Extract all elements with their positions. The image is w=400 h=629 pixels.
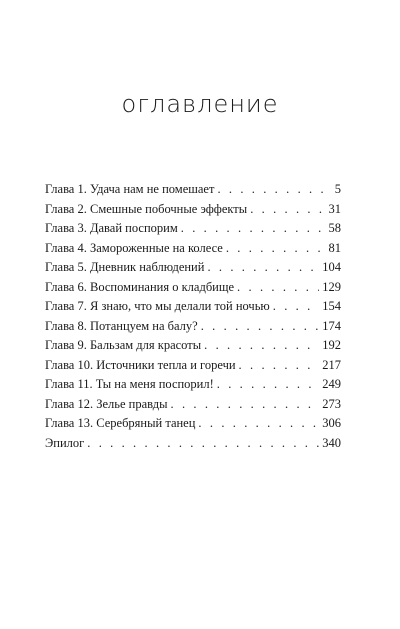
toc-entry (45, 375, 341, 395)
toc-page-number: 306 (322, 416, 341, 430)
toc-entry-title: Глава 9. Бальзам для красоты (45, 338, 202, 352)
toc-entry-title: Глава 10. Источники тепла и горечи (45, 357, 236, 372)
toc-entry (45, 434, 341, 454)
toc-entry (45, 356, 341, 376)
toc-entry-title: Глава 5. Дневник наблюдений (45, 260, 205, 274)
toc-entry-title: Глава 1. Удача нам не помешает (45, 182, 215, 196)
toc-page-number: 217 (322, 357, 341, 372)
toc-entry-title: Эпилог (45, 435, 85, 450)
toc-dot-leader (198, 414, 319, 434)
toc-page-number: 174 (322, 318, 341, 333)
toc-entry (45, 297, 341, 317)
toc-page-number: 81 (328, 240, 341, 255)
toc-dot-leader (204, 336, 319, 356)
toc-dot-leader (201, 317, 320, 337)
toc-entry-title: Глава 3. Давай поспорим (45, 221, 178, 235)
toc-entry-title: Глава 11. Ты на меня поспорил! (45, 377, 214, 391)
toc-entry-title: Глава 7. Я знаю, что мы делали той ночью (45, 299, 270, 313)
toc-entry (45, 239, 341, 259)
toc-entry-title: Глава 12. Зелье правды (45, 396, 168, 411)
toc-page-number: 5 (334, 182, 341, 196)
toc-dot-leader (87, 434, 319, 454)
toc-entry (45, 278, 341, 298)
table-of-contents (45, 180, 341, 453)
toc-page-number: 340 (322, 435, 341, 450)
toc-dot-leader (207, 258, 319, 278)
toc-page-number: 31 (328, 201, 341, 216)
toc-dot-leader (237, 278, 319, 298)
toc-dot-leader (171, 395, 320, 415)
toc-entry-title: Глава 8. Потанцуем на балу? (45, 318, 198, 333)
toc-dot-leader (217, 180, 331, 200)
toc-dot-leader (273, 297, 319, 317)
toc-entry (45, 200, 341, 220)
toc-page-number: 58 (328, 221, 341, 235)
toc-dot-leader (226, 239, 326, 259)
toc-page-number: 249 (322, 377, 341, 391)
toc-page-number: 129 (322, 279, 341, 294)
toc-page-number: 192 (322, 338, 341, 352)
toc-entry (45, 414, 341, 434)
toc-page-number: 154 (322, 299, 341, 313)
toc-entry-title: Глава 2. Смешные побочные эффекты (45, 201, 248, 216)
toc-page-number: 273 (322, 396, 341, 411)
toc-entry (45, 219, 341, 239)
toc-entry (45, 395, 341, 415)
toc-entry-title: Глава 6. Воспоминания о кладбище (45, 279, 235, 294)
toc-entry-title: Глава 13. Серебряный танец (45, 416, 196, 430)
toc-title: оглавление (121, 90, 279, 118)
toc-entry (45, 258, 341, 278)
toc-dot-leader (217, 375, 319, 395)
toc-dot-leader (181, 219, 326, 239)
toc-dot-leader (239, 356, 320, 376)
toc-entry (45, 180, 341, 200)
toc-entry-title: Глава 4. Замороженные на колесе (45, 240, 223, 255)
toc-dot-leader (250, 200, 325, 220)
toc-page-number: 104 (322, 260, 341, 274)
toc-entry (45, 317, 341, 337)
toc-entry (45, 336, 341, 356)
